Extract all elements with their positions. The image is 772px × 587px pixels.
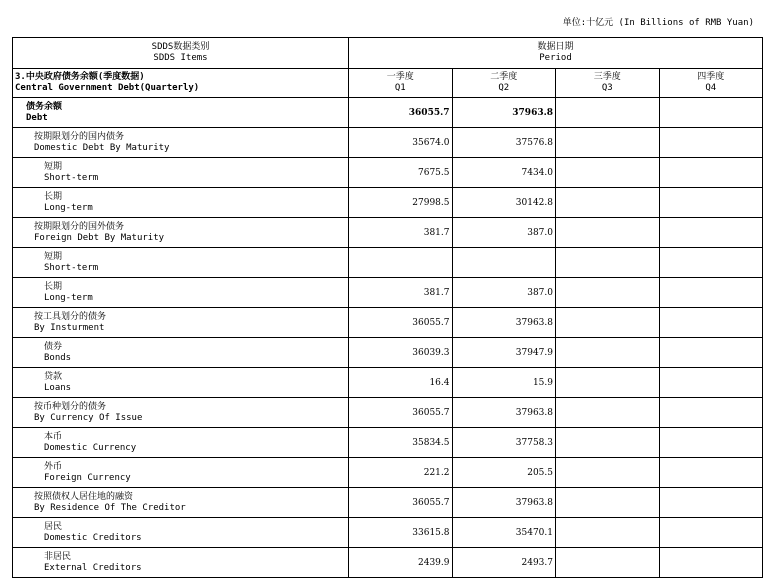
table-row: [13, 518, 763, 548]
row-label: [13, 518, 349, 548]
items-header-cn: SDDS数据类别: [151, 42, 210, 52]
value-cell-q3: [556, 548, 660, 578]
row-label-en: Long-term: [44, 202, 93, 213]
period-header-en: Period: [539, 53, 572, 63]
table-row: [13, 428, 763, 458]
value-cell-q4: [659, 488, 763, 518]
value-cell-q3: [556, 398, 660, 428]
value-cell-q3: [556, 248, 660, 278]
table-row: [13, 188, 763, 218]
quarter-q2-en: Q2: [498, 83, 510, 93]
table-row: [13, 488, 763, 518]
value-cell-q1: 221.2: [349, 458, 453, 488]
row-label-cn: 本币: [44, 431, 63, 442]
value-cell-q2: 387.0: [452, 278, 556, 308]
row-label-cn: 短期: [44, 251, 63, 262]
row-label: [13, 218, 349, 248]
sdds-debt-table: [12, 37, 763, 578]
row-label-en: Foreign Debt By Maturity: [34, 232, 165, 243]
quarter-q1-cn: 一季度: [386, 72, 414, 82]
value-cell-q2: 7434.0: [452, 158, 556, 188]
value-cell-q1: 35674.0: [349, 128, 453, 158]
value-cell-q3: [556, 278, 660, 308]
row-label-en: Domestic Creditors: [44, 532, 142, 543]
row-label-cn: 非居民: [44, 551, 72, 562]
value-cell-q3: [556, 98, 660, 128]
row-label-en: By Residence Of The Creditor: [34, 502, 186, 513]
quarter-q4-cn: 四季度: [697, 72, 725, 82]
value-cell-q2: 37576.8: [452, 128, 556, 158]
value-cell-q4: [659, 98, 763, 128]
value-cell-q3: [556, 338, 660, 368]
row-label-en: Loans: [44, 382, 72, 393]
value-cell-q4: [659, 248, 763, 278]
value-cell-q1: 36055.7: [349, 398, 453, 428]
row-label-cn: 按期限划分的国外债务: [34, 221, 125, 232]
value-cell-q1: 36055.7: [349, 308, 453, 338]
table-row: [13, 368, 763, 398]
value-cell-q1: 36055.7: [349, 98, 453, 128]
row-label-cn: 外币: [44, 461, 63, 472]
row-label-en: By Currency Of Issue: [34, 412, 143, 423]
value-cell-q2: 15.9: [452, 368, 556, 398]
items-header: [13, 38, 349, 69]
value-cell-q1: [349, 248, 453, 278]
value-cell-q4: [659, 188, 763, 218]
row-label: [13, 308, 349, 338]
table-row: [13, 248, 763, 278]
value-cell-q3: [556, 488, 660, 518]
row-label: [13, 158, 349, 188]
value-cell-q3: [556, 308, 660, 338]
value-cell-q2: 30142.8: [452, 188, 556, 218]
value-cell-q1: 2439.9: [349, 548, 453, 578]
value-cell-q1: 381.7: [349, 278, 453, 308]
row-label: [13, 398, 349, 428]
value-cell-q4: [659, 548, 763, 578]
table-row: [13, 548, 763, 578]
header-row: [13, 38, 763, 69]
row-label-cn: 长期: [44, 281, 63, 292]
value-cell-q4: [659, 398, 763, 428]
value-cell-q1: 16.4: [349, 368, 453, 398]
row-label-cn: 长期: [44, 191, 63, 202]
period-header: [349, 38, 763, 69]
row-label-cn: 按币种划分的债务: [34, 401, 107, 412]
row-label-en: Short-term: [44, 172, 99, 183]
table-row: [13, 338, 763, 368]
value-cell-q4: [659, 458, 763, 488]
quarter-q3-en: Q3: [601, 83, 613, 93]
table-row: [13, 98, 763, 128]
row-label-cn: 按照债权人居住地的融资: [34, 491, 134, 502]
table-row: [13, 218, 763, 248]
quarter-q4-header: [659, 69, 763, 98]
row-label: [13, 278, 349, 308]
value-cell-q1: 36055.7: [349, 488, 453, 518]
section-title: [13, 69, 349, 98]
value-cell-q2: 37947.9: [452, 338, 556, 368]
value-cell-q4: [659, 428, 763, 458]
value-cell-q1: 7675.5: [349, 158, 453, 188]
value-cell-q2: 37758.3: [452, 428, 556, 458]
value-cell-q2: 37963.8: [452, 308, 556, 338]
row-label: [13, 428, 349, 458]
row-label: [13, 368, 349, 398]
table-row: [13, 278, 763, 308]
items-header-en: SDDS Items: [153, 53, 208, 63]
unit-label: 单位:十亿元 (In Billions of RMB Yuan): [562, 18, 754, 28]
value-cell-q2: 37963.8: [452, 488, 556, 518]
row-label-en: Domestic Debt By Maturity: [34, 142, 170, 153]
value-cell-q4: [659, 158, 763, 188]
row-label: [13, 98, 349, 128]
value-cell-q4: [659, 218, 763, 248]
row-label-cn: 按期限划分的国内债务: [34, 131, 125, 142]
row-label: [13, 188, 349, 218]
row-label-cn: 贷款: [44, 371, 63, 382]
section-title-cn: 3.中央政府债务余额(季度数据): [15, 72, 145, 82]
value-cell-q2: [452, 248, 556, 278]
table-row: [13, 128, 763, 158]
row-label-cn: 债务余额: [26, 101, 63, 112]
value-cell-q4: [659, 308, 763, 338]
value-cell-q1: 35834.5: [349, 428, 453, 458]
value-cell-q1: 27998.5: [349, 188, 453, 218]
value-cell-q2: 37963.8: [452, 98, 556, 128]
value-cell-q4: [659, 338, 763, 368]
value-cell-q4: [659, 518, 763, 548]
table-row: [13, 398, 763, 428]
quarter-q3-header: [556, 69, 660, 98]
quarter-q1-en: Q1: [394, 83, 406, 93]
value-cell-q4: [659, 128, 763, 158]
row-label-en: Bonds: [44, 352, 72, 363]
quarter-q1-header: [349, 69, 453, 98]
value-cell-q4: [659, 278, 763, 308]
quarter-q3-cn: 三季度: [593, 72, 621, 82]
row-label-cn: 短期: [44, 161, 63, 172]
value-cell-q3: [556, 428, 660, 458]
row-label-cn: 按工具划分的债务: [34, 311, 107, 322]
value-cell-q1: 36039.3: [349, 338, 453, 368]
section-title-en: Central Government Debt(Quarterly): [15, 83, 200, 93]
row-label: [13, 458, 349, 488]
value-cell-q3: [556, 368, 660, 398]
quarter-q4-en: Q4: [705, 83, 717, 93]
value-cell-q3: [556, 158, 660, 188]
value-cell-q3: [556, 518, 660, 548]
value-cell-q3: [556, 458, 660, 488]
row-label-en: Domestic Currency: [44, 442, 137, 453]
quarter-q2-header: [452, 69, 556, 98]
value-cell-q2: 2493.7: [452, 548, 556, 578]
row-label: [13, 128, 349, 158]
row-label: [13, 338, 349, 368]
value-cell-q4: [659, 368, 763, 398]
value-cell-q1: 381.7: [349, 218, 453, 248]
table-row: [13, 158, 763, 188]
row-label-en: External Creditors: [44, 562, 142, 573]
value-cell-q2: 35470.1: [452, 518, 556, 548]
period-header-cn: 数据日期: [537, 42, 574, 52]
row-label-cn: 居民: [44, 521, 63, 532]
quarter-q2-cn: 二季度: [490, 72, 518, 82]
table-row: [13, 308, 763, 338]
quarter-header-row: [13, 69, 763, 98]
value-cell-q3: [556, 218, 660, 248]
row-label-en: Short-term: [44, 262, 99, 273]
value-cell-q2: 37963.8: [452, 398, 556, 428]
row-label: [13, 488, 349, 518]
value-cell-q2: 205.5: [452, 458, 556, 488]
row-label-en: Debt: [26, 112, 48, 123]
row-label-en: Long-term: [44, 292, 93, 303]
row-label: [13, 248, 349, 278]
value-cell-q1: 33615.8: [349, 518, 453, 548]
row-label-cn: 债券: [44, 341, 63, 352]
value-cell-q2: 387.0: [452, 218, 556, 248]
row-label-en: Foreign Currency: [44, 472, 131, 483]
row-label-en: By Insturment: [34, 322, 105, 333]
value-cell-q3: [556, 188, 660, 218]
row-label: [13, 548, 349, 578]
value-cell-q3: [556, 128, 660, 158]
table-row: [13, 458, 763, 488]
